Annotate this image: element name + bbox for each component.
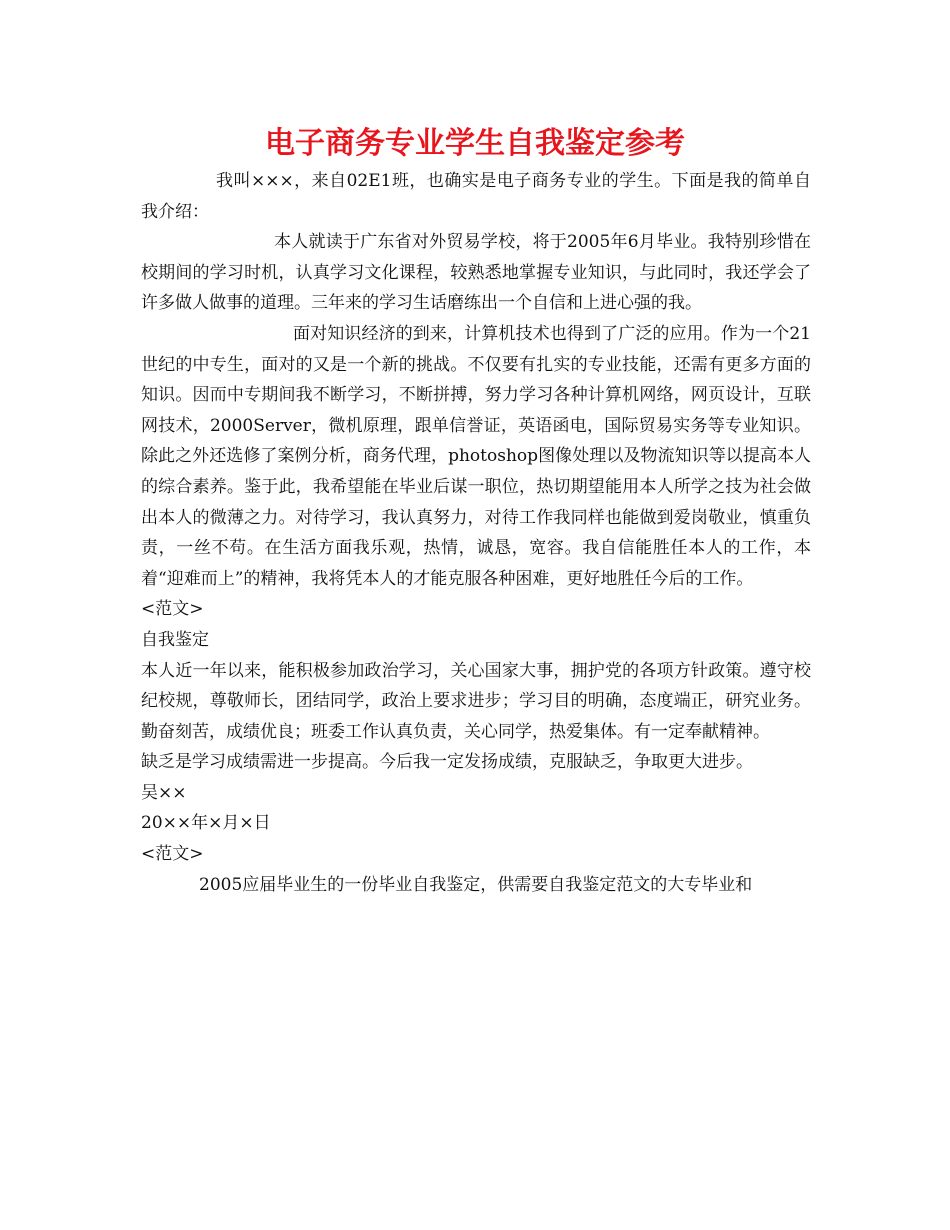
signature: 吴×× bbox=[141, 782, 187, 803]
intro-paragraph: 我叫×××，来自02E1班，也确实是电子商务专业的学生。下面是我的简单自我介绍： bbox=[141, 171, 811, 222]
document-body bbox=[141, 166, 811, 900]
sample-label: <范文> bbox=[141, 599, 204, 620]
paragraph-graduate-intro: 2005应届毕业生的一份毕业自我鉴定，供需要自我鉴定范文的大专毕业和 bbox=[199, 874, 753, 895]
section-heading: 自我鉴定 bbox=[141, 629, 209, 650]
paragraph-shortcomings: 缺乏是学习成绩需进一步提高。今后我一定发扬成绩，克服缺乏，争取更大进步。 bbox=[141, 752, 753, 773]
document-title: 电子商务专业学生自我鉴定参考 bbox=[265, 126, 685, 161]
paragraph-skills: 面对知识经济的到来，计算机技术也得到了广泛的应用。作为一个21世纪的中专生，面对的又是一个新的挑战。不仅要有扎实的专业技能，还需有更多方面的知识。因而中专期间我不断学习，不断拼搏，努力学习各种计算机网络，网页设计，互联网技术，2000Server，微机原理，跟单信誉证，英语函电，国际贸易实务等专业知识。除此之外还选修了案例分析，商务代理，photoshop图像处理以及物流知识等以提高本人的综合素养。鉴于此，我希望能在毕业后谋一职位，热切期望能用本人所学之技为社会做出本人的微薄之力。对待学习，我认真努力，对待工作我同样也能做到爱岗敬业，慎重负责，一丝不苟。在生活方面我乐观，热情，诚恳，宽容。我自信能胜任本人的工作，本着“迎难而上”的精神，我将凭本人的才能克服各种困难，更好地胜任今后的工作。 bbox=[141, 323, 811, 589]
paragraph-self-evaluation: 本人近一年以来，能积极参加政治学习，关心国家大事，拥护党的各项方针政策。遵守校纪校规，尊敬师长，团结同学，政治上要求进步；学习目的明确，态度端正，研究业务。勤奋刻苦，成绩优良；班委工作认真负责，关心同学，热爱集体。有一定奉献精神。 bbox=[141, 660, 811, 742]
paragraph-study: 本人就读于广东省对外贸易学校，将于2005年6月毕业。我特别珍惜在校期间的学习时机，认真学习文化课程，较熟悉地掌握专业知识，与此同时，我还学会了许多做人做事的道理。三年来的学习生话磨练出一个自信和上进心强的我。 bbox=[141, 232, 811, 314]
date-line: 20××年×月×日 bbox=[141, 813, 271, 834]
sample-label-2: <范文> bbox=[141, 844, 204, 865]
